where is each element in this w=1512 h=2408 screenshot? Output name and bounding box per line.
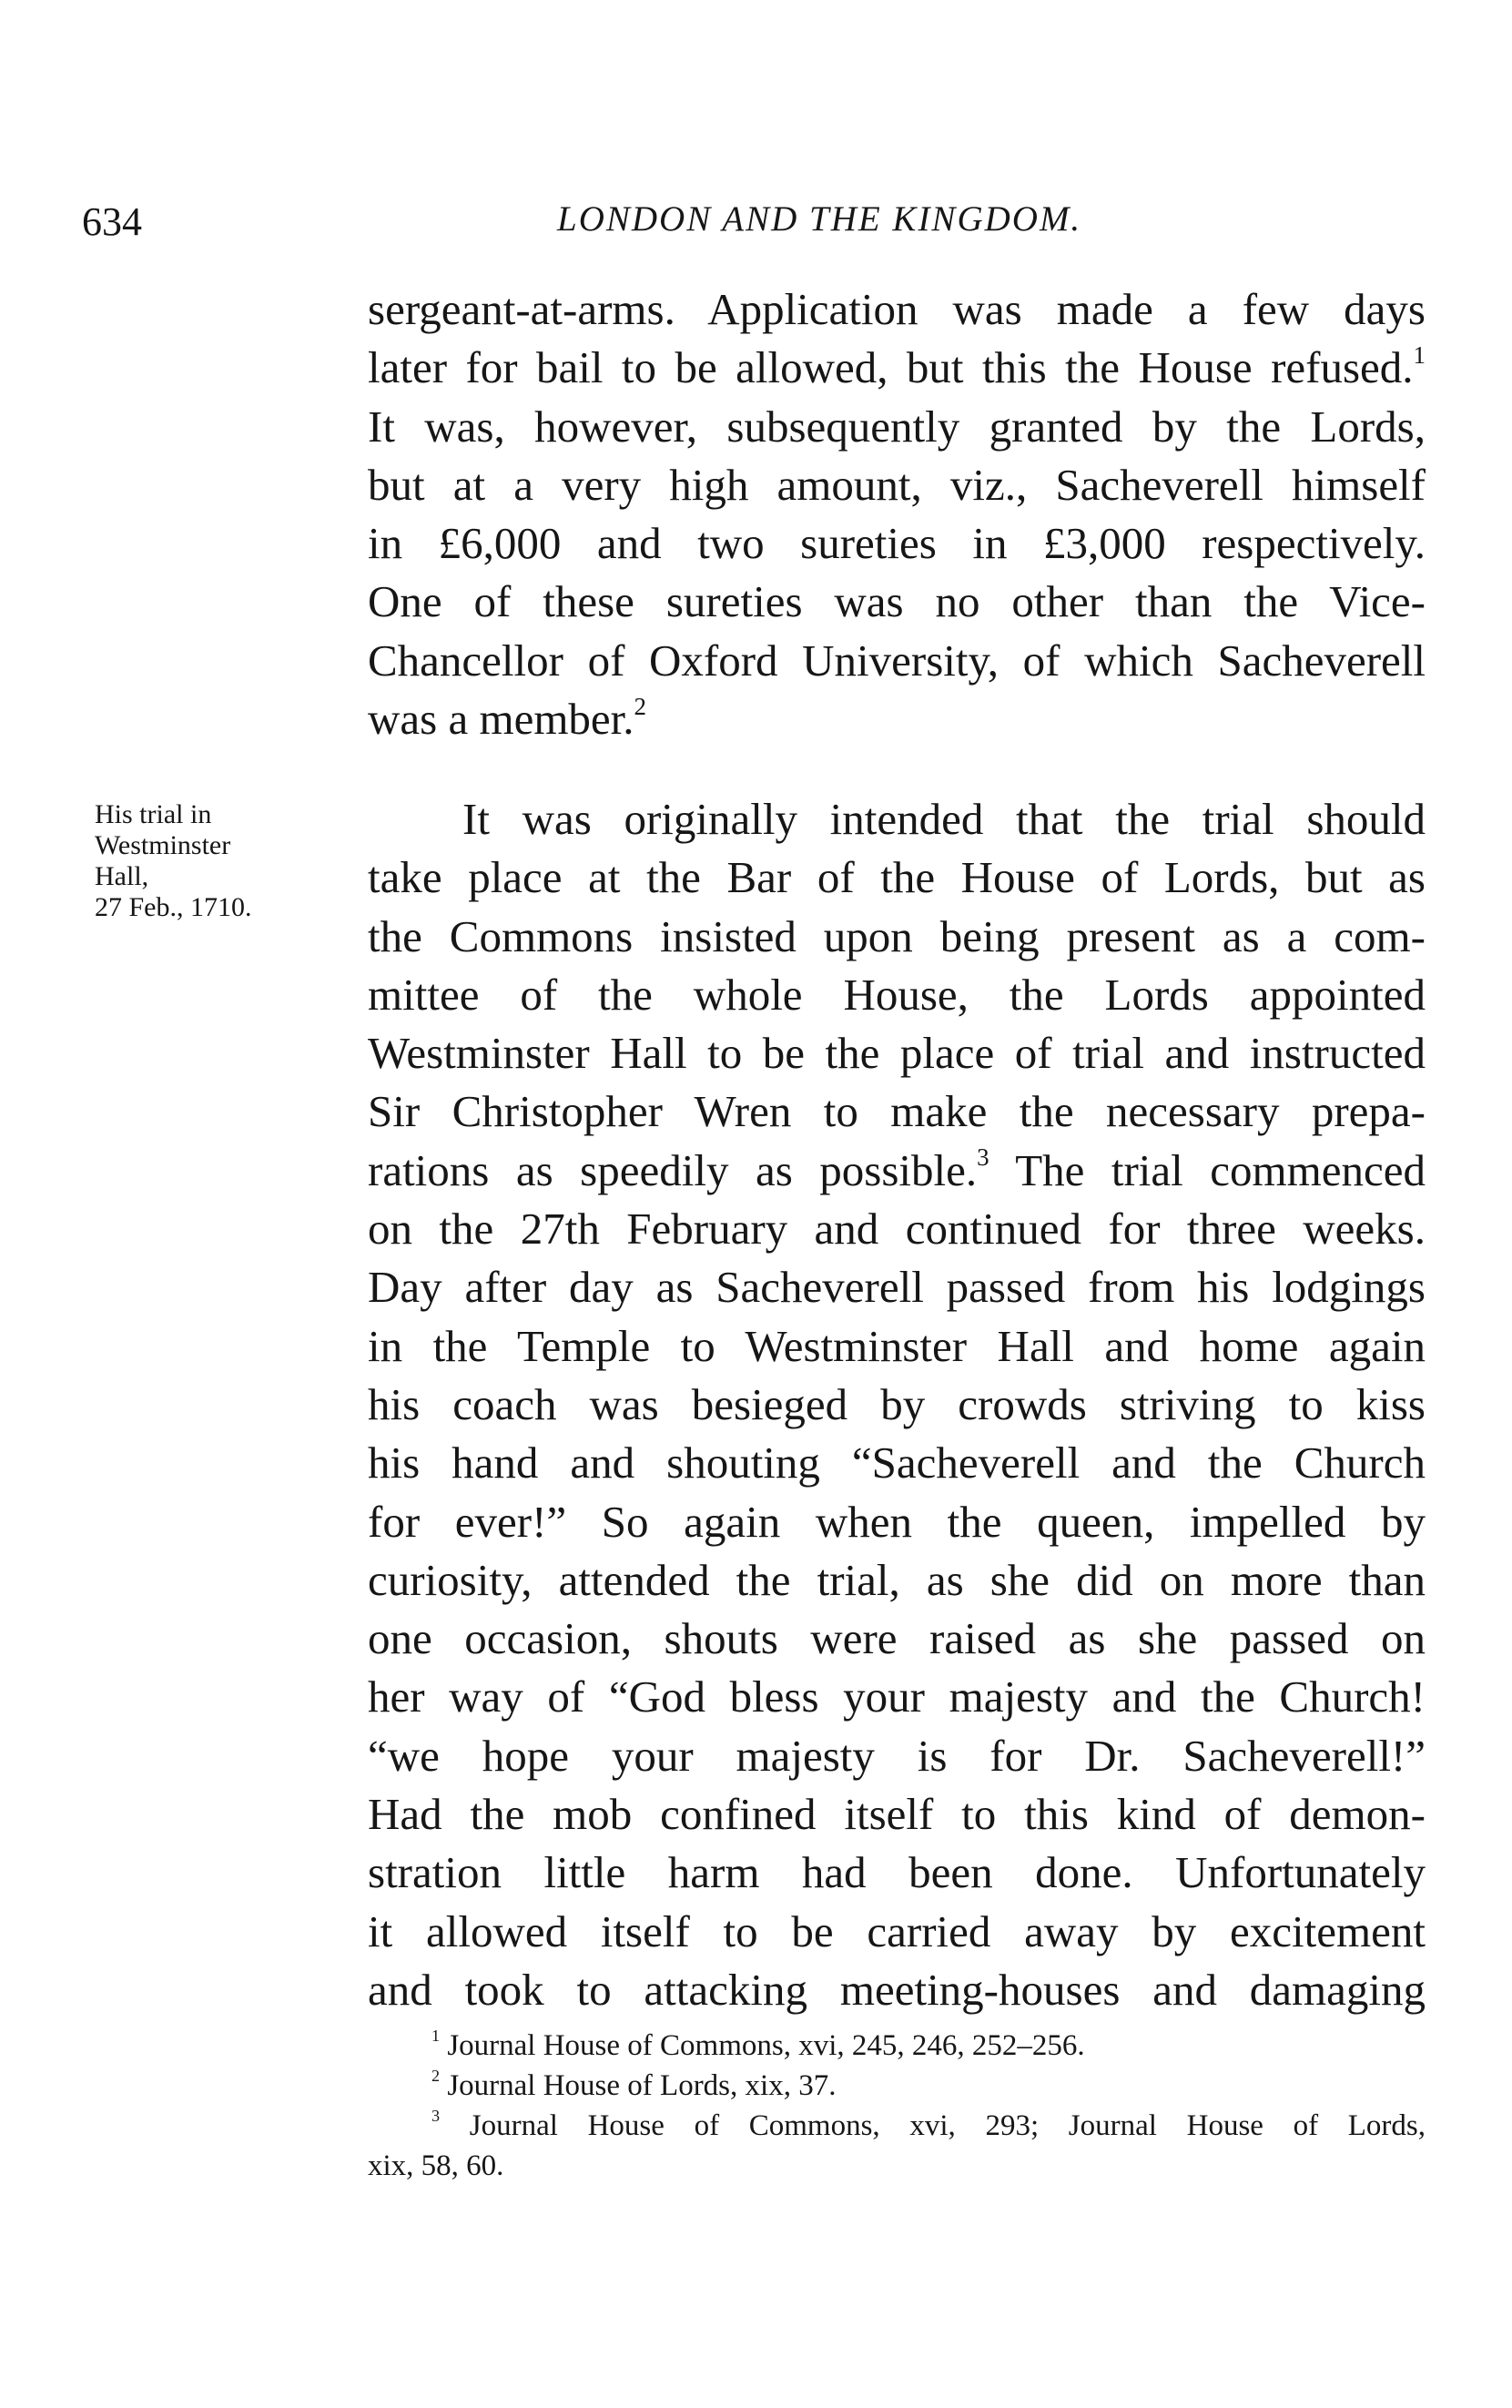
footnote-text: Journal House of Commons, xvi, 245, 246, 252–256. (447, 2029, 1085, 2062)
text-line: Day after day as Sacheverell passed from his lodgings (368, 1262, 1426, 1313)
text-line: her way of “God bless your majesty and the Church! (368, 1671, 1426, 1722)
footnote-ref: 2 (634, 692, 647, 720)
margin-note-line: His trial in (95, 799, 212, 829)
text-line: in £6,000 and two sureties in £3,000 respectively. (368, 518, 1426, 569)
text-line: One of these sureties was no other than the Vice- (368, 576, 1426, 627)
text-line: one occasion, shouts were raised as she passed on (368, 1613, 1426, 1664)
footnote-marker: 3 (431, 2107, 441, 2126)
text-line: It was originally intended that the trial should (462, 794, 1426, 844)
paragraph-trial (368, 790, 1426, 2019)
text-line: sergeant-at-arms. Application was made a few days (368, 284, 1426, 334)
margin-note-line: Westminster (95, 830, 231, 860)
paragraph-continued (368, 280, 1426, 748)
text-line: Had the mob confined itself to this kind of demon- (368, 1789, 1426, 1840)
text-line: “we hope your majesty is for Dr. Sacheverell!” (368, 1730, 1426, 1781)
page-number: 634 (82, 199, 142, 244)
footnotes (368, 2026, 1426, 2186)
text-line-content: The trial commenced (989, 1144, 1426, 1195)
text-line (368, 339, 1426, 397)
text-line: in the Temple to Westminster Hall and home again (368, 1320, 1426, 1371)
footnote (368, 2026, 1426, 2066)
footnote-ref: 1 (1413, 340, 1426, 369)
text-line: take place at the Bar of the House of Lords, but as (368, 852, 1426, 903)
footnote-text: Journal House of Commons, xvi, 293; Journal House of Lords, (469, 2109, 1426, 2142)
text-line: but at a very high amount, viz., Sacheverell himself (368, 459, 1426, 510)
text-line (368, 690, 1426, 748)
text-line: Sir Christopher Wren to make the necessary prepa- (368, 1086, 1426, 1137)
footnote (368, 2066, 1426, 2106)
footnote-marker: 2 (431, 2067, 441, 2086)
running-head: LONDON AND THE KINGDOM. (557, 199, 1082, 239)
text-line: the Commons insisted upon being present as a com- (368, 910, 1426, 961)
footnote (368, 2106, 1426, 2146)
margin-note (95, 799, 368, 923)
text-line: stration little harm had been done. Unfortunately (368, 1847, 1426, 1898)
text-line: for ever!” So again when the queen, impelled by (368, 1496, 1426, 1547)
text-line-content: later for bail to be allowed, but this the House refused. (368, 342, 1414, 393)
text-line-content: rations as speedily as possible. (368, 1144, 978, 1195)
text-line: mittee of the whole House, the Lords appointed (368, 969, 1426, 1020)
text-line: It was, however, subsequently granted by the Lords, (368, 401, 1426, 452)
margin-note-line: 27 Feb., 1710. (95, 892, 252, 922)
text-line: Chancellor of Oxford University, of which Sacheverell (368, 635, 1426, 686)
text-line: curiosity, attended the trial, as she did on more than (368, 1554, 1426, 1605)
footnote-text: Journal House of Lords, xix, 37. (447, 2069, 837, 2102)
margin-note-line: Hall, (95, 861, 149, 891)
text-line: Westminster Hall to be the place of trial and instructed (368, 1028, 1426, 1079)
footnote-continuation: xix, 58, 60. (368, 2149, 504, 2182)
page-header (0, 193, 1512, 248)
text-line: his coach was besieged by crowds striving to kiss (368, 1378, 1426, 1429)
text-line-content: was a member. (368, 694, 634, 745)
text-line (368, 1142, 1426, 1200)
text-line: and took to attacking meeting-houses and damaging (368, 1964, 1426, 2015)
text-line: his hand and shouting “Sacheverell and the Church (368, 1438, 1426, 1488)
footnote-marker: 1 (431, 2027, 441, 2046)
text-line: on the 27th February and continued for three weeks. (368, 1204, 1426, 1255)
footnote-ref: 3 (977, 1143, 989, 1172)
text-line: it allowed itself to be carried away by excitement (368, 1905, 1426, 1956)
